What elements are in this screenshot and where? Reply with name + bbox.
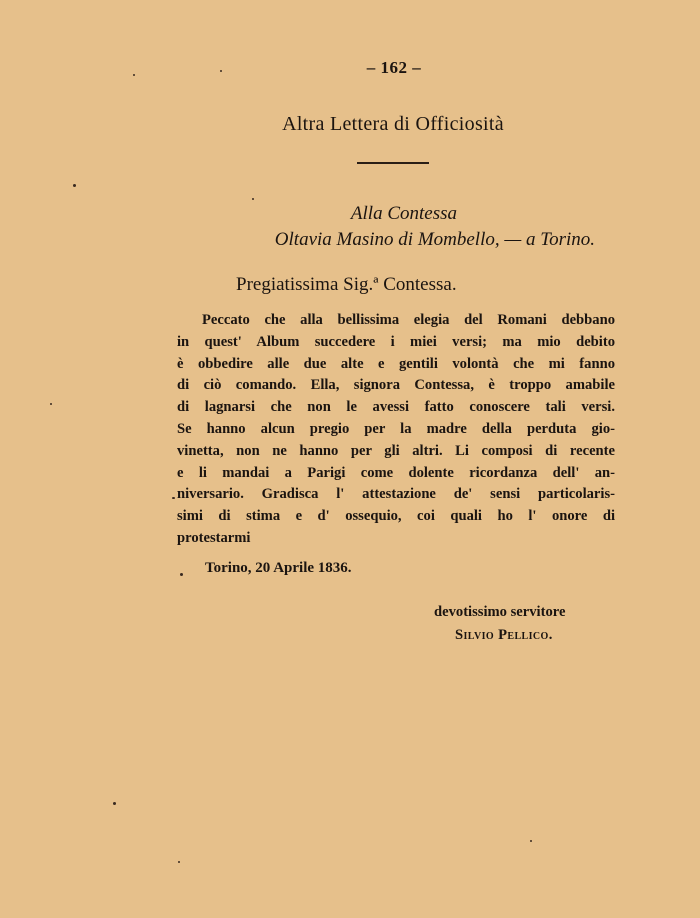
addressee-line-2: Oltavia Masino di Mombello, — a Torino. — [274, 229, 595, 250]
body-line: simi di stima e d' ossequio, coi quali ho l' onore di — [177, 508, 615, 525]
print-speck — [50, 403, 52, 405]
dateline: Torino, 20 Aprile 1836. — [205, 560, 352, 576]
print-speck — [73, 184, 76, 187]
section-divider — [357, 162, 429, 164]
print-speck — [220, 70, 222, 72]
print-speck — [172, 497, 175, 499]
body-line: niversario. Gradisca l' attestazione de' sensi particolaris- — [177, 486, 615, 503]
print-speck — [178, 861, 180, 863]
closing-formula: devotissimo servitore — [434, 604, 566, 620]
print-speck — [530, 840, 532, 842]
print-speck — [113, 802, 116, 805]
body-line: in quest' Album succedere i miei versi; ma mio debito — [177, 333, 615, 350]
print-speck — [133, 74, 135, 76]
body-line: di ciò comando. Ella, signora Contessa, è troppo amabile — [177, 377, 615, 394]
body-line: vinetta, non ne hanno per gli altri. Li composi di recente — [177, 442, 615, 459]
body-line: e li mandai a Parigi come dolente ricordanza dell' an- — [177, 464, 615, 481]
letter-heading: Altra Lettera di Officiosità — [282, 113, 504, 135]
signature: Silvio Pellico. — [455, 627, 553, 643]
addressee-line-1: Alla Contessa — [350, 203, 457, 224]
body-line: protestarmi — [177, 529, 251, 546]
page-number: – 162 – — [366, 58, 422, 77]
body-line: Se hanno alcun pregio per la madre della perduta gio- — [177, 420, 615, 437]
letter-body — [177, 310, 615, 550]
body-line: è obbedire alle due alte e gentili volontà che mi fanno — [177, 355, 615, 372]
body-line: Peccato che alla bellissima elegia del Romani debbano — [202, 312, 615, 328]
salutation: Pregiatissima Sig.ª Contessa. — [236, 274, 457, 295]
print-speck — [180, 573, 183, 576]
print-speck — [252, 198, 254, 200]
body-line: di lagnarsi che non le avessi fatto conoscere tali versi. — [177, 399, 615, 416]
